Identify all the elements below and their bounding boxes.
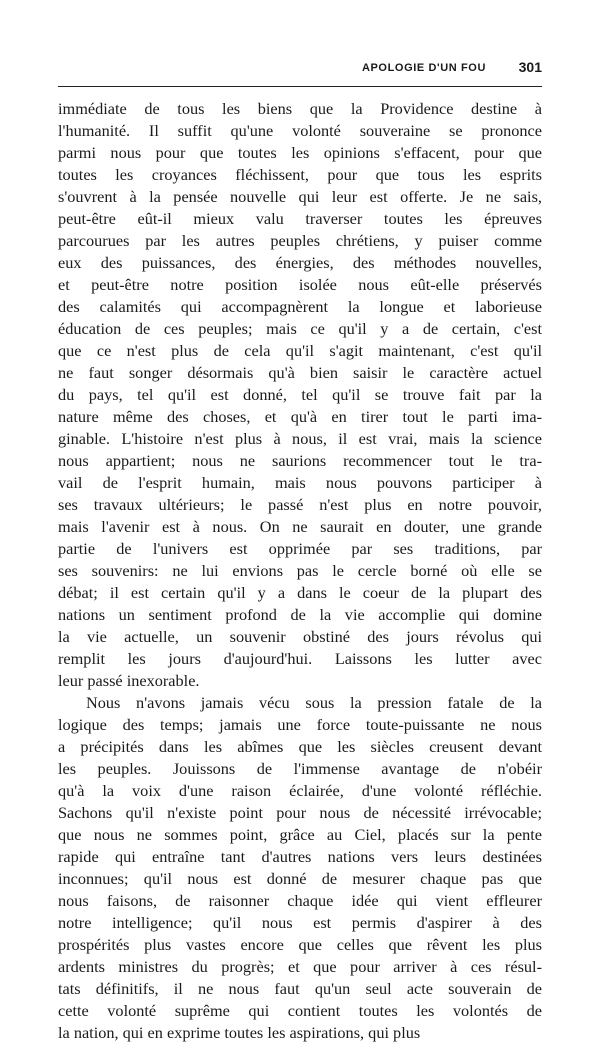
text-line: prospérités plus vastes encore que celles que rêvent les plus [58, 935, 542, 954]
text-line: que nous ne sommes point, grâce au Ciel, placés sur la pente [58, 825, 542, 844]
text-line: ses souvenirs: ne lui envions pas le cercle borné où elle se [58, 561, 542, 580]
text-line: cette volonté suprême qui contient toutes les volontés de [58, 1001, 542, 1020]
text-line: immédiate de tous les biens que la Providence destine à [58, 99, 542, 118]
text-line: toutes les croyances fléchissent, pour que tous les esprits [58, 165, 542, 184]
text-line: du pays, tel qu'il est donné, tel qu'il se trouve fait par la [58, 385, 542, 404]
text-line: remplit les jours d'aujourd'hui. Laissons les lutter avec [58, 649, 542, 668]
text-line: débat; il est certain qu'il y a dans le coeur de la plupart des [58, 583, 542, 602]
text-line: nous faisons, de raisonner chaque idée qui vient effleurer [58, 891, 542, 910]
text-line: ardents ministres du progrès; et que pour arriver à ces résul- [58, 957, 542, 976]
text-line: les peuples. Jouissons de l'immense avantage de n'obéir [58, 759, 542, 778]
text-line: ginable. L'histoire n'est plus à nous, il est vrai, mais la science [58, 429, 542, 448]
text-line: peut-être eût-il mieux valu traverser toutes les épreuves [58, 209, 542, 228]
text-line: mais l'avenir est à nous. On ne saurait en douter, une grande [58, 517, 542, 536]
text-line: parcourues par les autres peuples chrétiens, y puiser comme [58, 231, 542, 250]
text-line: la nation, qui en exprime toutes les aspirations, qui plus [58, 1023, 421, 1042]
text-line: a précipités dans les abîmes que les siècles creusent devant [58, 737, 542, 756]
text-line: que ce n'est plus de cela qu'il s'agit maintenant, c'est qu'il [58, 341, 542, 360]
paragraph [58, 98, 542, 692]
running-title: APOLOGIE D'UN FOU [361, 62, 486, 74]
text-line: des calamités qui accompagnèrent la longue et laborieuse [58, 297, 542, 316]
text-line: la vie actuelle, un souvenir obstiné des jours révolus qui [58, 627, 542, 646]
text-line: tats définitifs, il ne nous faut qu'un seul acte souverain de [58, 979, 542, 998]
text-line: nature même des choses, et qu'à en tirer tout le parti ima- [58, 407, 542, 426]
page-number: 301 [518, 59, 542, 75]
text-line: l'humanité. Il suffit qu'une volonté souveraine se prononce [58, 121, 542, 140]
text-line: rapide qui entraîne tant d'autres nations vers leurs destinées [58, 847, 542, 866]
body-text [58, 98, 542, 1044]
text-line: s'ouvrent à la pensée nouvelle qui leur est offerte. Je ne sais, [58, 187, 542, 206]
text-line: ses travaux ultérieurs; le passé n'est plus en notre pouvoir, [58, 495, 542, 514]
text-line: nations un sentiment profond de la vie accomplie qui domine [58, 605, 542, 624]
text-line: notre intelligence; qu'il nous est permis d'aspirer à des [58, 913, 542, 932]
text-line: Nous n'avons jamais vécu sous la pression fatale de la [86, 693, 542, 712]
text-line: éducation de ces peuples; mais ce qu'il y a de certain, c'est [58, 319, 542, 338]
text-line: eux des puissances, des énergies, des méthodes nouvelles, [58, 253, 542, 272]
text-line: nous appartient; nous ne saurions recommencer tout le tra- [58, 451, 542, 470]
text-line: vail de l'esprit humain, mais nous pouvons participer à [58, 473, 542, 492]
text-line: parmi nous pour que toutes les opinions s'effacent, pour que [58, 143, 542, 162]
text-line: ne faut songer désormais qu'à bien saisir le caractère actuel [58, 363, 542, 382]
text-line: logique des temps; jamais une force toute-puissante ne nous [58, 715, 542, 734]
text-line: inconnues; qu'il nous est donné de mesurer chaque pas que [58, 869, 542, 888]
text-line: leur passé inexorable. [58, 671, 200, 690]
paragraph [58, 692, 542, 1044]
text-line: Sachons qu'il n'existe point pour nous de nécessité irrévocable; [58, 803, 542, 822]
text-line: qu'à la voix d'une raison éclairée, d'une volonté réfléchie. [58, 781, 542, 800]
text-line: et peut-être notre position isolée nous eût-elle préservés [58, 275, 542, 294]
text-line: partie de l'univers est opprimée par ses traditions, par [58, 539, 542, 558]
running-header [58, 58, 542, 87]
